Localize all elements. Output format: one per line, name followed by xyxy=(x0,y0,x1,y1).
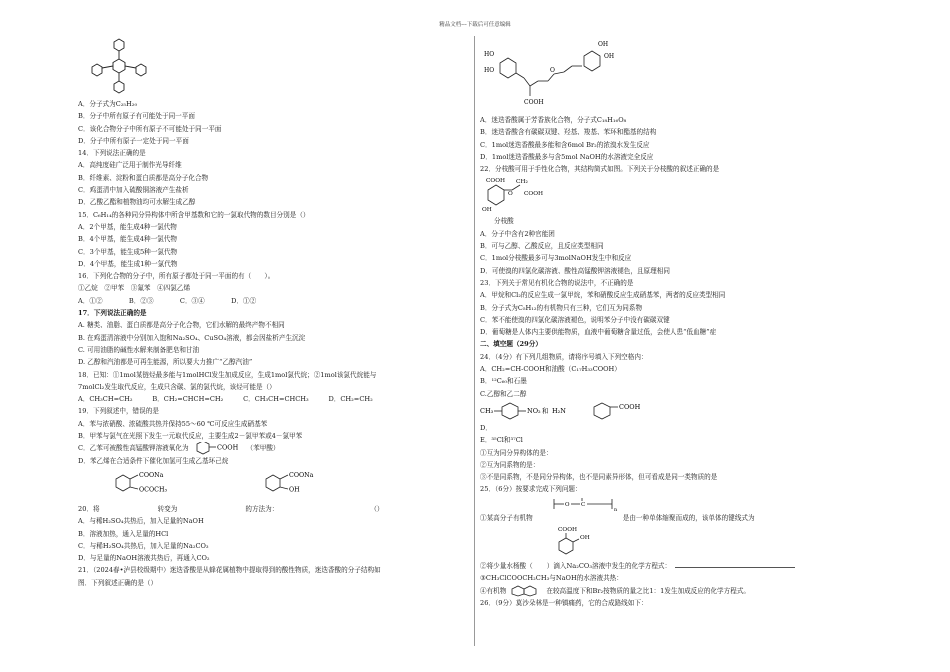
q25-salicylic xyxy=(480,524,875,560)
left-question-line: 18．已知：①1mol某链烃最多能与1molHCl发生加成反应，生成1mol氯代烷；②1mol该氯代烷能与 xyxy=(78,370,377,379)
left-question-line: 7molCl₂发生取代反应，生成只含碳、氯的氯代烷，该烃可能是（） xyxy=(78,382,276,391)
right-c-line: ①互为同分异构体的是： xyxy=(480,448,553,457)
aminobenzoic-acid-structure xyxy=(590,400,650,422)
shikimic-label-2: CH₂ xyxy=(516,179,528,186)
salicylic-label-2: OH xyxy=(580,535,590,542)
q25-1-part-2: 是由一种单体缩聚而成的，该单体的键线式为 xyxy=(622,513,755,522)
q26: 26．（9分）莫沙朵林是一种镇痛药，它的合成路线如下： xyxy=(480,598,648,607)
salicylic-acid-structure xyxy=(554,524,604,560)
left-tail-line: D．与足量的NaOH溶液共热后，再通入CO₂ xyxy=(78,554,210,563)
right-b-line: A．甲烷和Cl₂的反应生成一氯甲烷，苯和硝酸反应生成硝基苯，两者的反应类型相同 xyxy=(480,291,726,300)
left-question-line: C．3个甲基，能生成5种一氯代物 xyxy=(78,247,178,256)
q20-structures xyxy=(78,467,470,503)
right-b-line: A．分子中含有2种官能团 xyxy=(480,229,555,238)
q25-2-line xyxy=(480,560,875,572)
q20-group-4: OH xyxy=(289,486,300,494)
left-column xyxy=(78,36,470,589)
nitrotoluene-structure xyxy=(480,400,590,422)
shikimic-caption: 分枝酸 xyxy=(494,217,514,226)
benzoic-acid-structure xyxy=(193,442,243,454)
q20-part-3: 的方法为： xyxy=(245,504,279,513)
right-b-line: D．可使溴的四氯化碳溶液、酸性高锰酸钾溶液褪色，且原理相同 xyxy=(480,266,670,275)
right-a-line: C．1mol迷迭香酸最多能和含6mol Br₂的浓溴水发生反应 xyxy=(480,140,650,149)
left-question-line: B．甲苯与氯气在光照下发生一元取代反应，主要生成2－氯甲苯或4－氯甲苯 xyxy=(78,432,303,441)
q25-2-part-2: ）滴入Na₂CO₃溶液中发生的化学方程式： xyxy=(546,562,672,571)
aspirin-sodium-structure xyxy=(108,467,198,503)
left-question-line: D. 乙醇和汽油都是可再生能源，所以要大力推广“乙醇汽油” xyxy=(78,358,253,367)
right-b-line: C．1mol分枝酸最多可与3molNaOH发生中和反应 xyxy=(480,254,632,263)
left-question-line: B．4个甲基，能生成4种一氯代物 xyxy=(78,235,177,244)
d24-and-label: 和 xyxy=(542,406,549,415)
q20-part-1: 20．将 xyxy=(78,504,100,513)
left-question-line: 15．C₆H₁₄的各种同分异构体中所含甲基数和它的一氯取代物的数目分别是（） xyxy=(78,210,310,219)
left-question-line: D．分子中所有原子一定处于同一平面 xyxy=(78,136,189,145)
rosmarinic-label-1: HO xyxy=(484,51,495,58)
q25-1-line xyxy=(480,512,875,524)
right-b-line: A．CH₂=CH-COOH和油酸（C₁₇H₃₃COOH） xyxy=(480,365,621,374)
right-c-line: 25．（6分）按要求完成下列问题： xyxy=(480,485,582,494)
q20-part-2: 转变为 xyxy=(157,504,178,513)
right-c-line: E．³⁵Cl和³⁷Cl xyxy=(480,436,523,445)
q19c-text: C．乙苯可被酸性高锰酸钾溶液氧化为 xyxy=(78,444,189,453)
polymer-label-1: O xyxy=(565,501,570,508)
left-question-line: A．高纯度硅广泛用于制作光导纤维 xyxy=(78,161,182,170)
rosmarinic-label-3: OH xyxy=(598,41,609,48)
shikimic-label-5: OH xyxy=(482,207,492,214)
left-question-line: 14．下列说法正确的是 xyxy=(78,149,146,158)
rosmarinic-label-4: OH xyxy=(604,53,615,60)
q25-3: ③CH₃ClCOOCH₂CH₃与NaOH的水溶液共热： xyxy=(480,574,623,583)
left-question-line: B. 在鸡蛋清溶液中分别加入饱和Na₂SO₄、CuSO₄溶液，都会因盐析产生沉淀 xyxy=(78,333,306,342)
right-b-line: C．苯不能使溴的四氯化碳溶液褪色，说明苯分子中没有碳碳双键 xyxy=(480,315,670,324)
left-question-line: 16．下列化合物的分子中，所有原子都处于同一平面的有（ ）。 xyxy=(78,272,275,281)
left-tail-line: B．溶液加热，通入足量的HCl xyxy=(78,529,169,538)
right-b-line: 二、填空题（29分） xyxy=(480,340,542,349)
q25-4-part-1: ④有机物 xyxy=(480,586,507,595)
right-question-lines-a xyxy=(480,114,875,175)
right-b-line: B．¹²C₆₀和石墨 xyxy=(480,377,527,386)
q20-line xyxy=(78,503,470,515)
sodium-salicylate-structure xyxy=(258,467,338,503)
left-question-line: ①乙烷 ②甲苯 ③氟苯 ④四氯乙烯 xyxy=(78,284,191,293)
chorismic-acid-structure xyxy=(480,175,570,215)
left-question-line: C．该化合物分子中所有原子不可能处于同一平面 xyxy=(78,124,222,133)
right-a-line: B．迷迭香酸含有碳碳双键、羟基、羧基、苯环和酯基的结构 xyxy=(480,128,657,137)
left-question-line: 19．下列叙述中，错误的是 xyxy=(78,407,159,416)
left-question-line: B．纤维素、淀粉和蛋白质都是高分子化合物 xyxy=(78,173,209,182)
q24-d-label: D． xyxy=(480,423,492,432)
benzoic-cooh-label: COOH xyxy=(216,443,238,452)
rosmarinic-label-2: HO xyxy=(484,67,495,74)
d24-amine-label: H₂N xyxy=(552,406,566,415)
rosmarinic-label-6: O xyxy=(550,67,555,74)
d24-cooh-label: COOH xyxy=(619,402,641,411)
q25-4-part-2: 在较高温度下和Br₂按物质的量之比1：1发生加成反应的化学方程式。 xyxy=(546,586,751,595)
right-b-line: 23．下列关于常见有机化合物的说法中，不正确的是 xyxy=(480,278,634,287)
salicylic-label-1: COOH xyxy=(558,527,577,534)
column-divider xyxy=(474,36,475,646)
q25-4-line xyxy=(480,585,875,597)
right-question-lines-b xyxy=(480,228,875,400)
left-question-line: A．苯与浓硝酸、浓硫酸共热并保持55～60 ℃可反应生成硝基苯 xyxy=(78,419,268,428)
left-tail-lines xyxy=(78,515,470,589)
page-header: 精品文档---下载后可任意编辑 xyxy=(439,22,511,28)
left-question-line: C．鸡蛋清中加入硫酸铜溶液产生盐析 xyxy=(78,186,189,195)
shikimic-label-3: O xyxy=(508,191,513,198)
left-question-line: A．CH₃CH=CH₂ B．CH₂=CHCH=CH₂ C．CH₃CH=CHCH₃ D．CH₂=CH₂ xyxy=(78,395,373,404)
left-tail-line: A．与稀H₂SO₄共热后，加入足量的NaOH xyxy=(78,517,204,526)
q19c-suffix: （苯甲酸） xyxy=(246,444,280,453)
right-a-line: A．迷迭香酸属于芳香族化合物，分子式C₁₈H₁₆O₈ xyxy=(480,116,627,124)
right-b-line: 24．（4分）有下列几组物质，请将序号填入下列空格内： xyxy=(480,352,648,361)
left-question-line: A．2个甲基，能生成4种一氯代物 xyxy=(78,222,177,231)
left-question-line: A. 糖类、油脂、蛋白质都是高分子化合物，它们水解的最终产物不相同 xyxy=(78,321,285,330)
q25-polymer xyxy=(480,496,875,512)
q19c-line xyxy=(78,442,470,454)
polyester-structure xyxy=(550,496,640,512)
right-c-line: ②互为同系物的是： xyxy=(480,460,540,469)
right-c-line: ③不是同系物，不是同分异构体，也不是同素异形体，但可看成是同一类物质的是 xyxy=(480,473,718,482)
left-question-line: A．①② B．②③ C．③④ D．①② xyxy=(78,296,257,305)
shikimic-label-4: COOH xyxy=(524,191,543,198)
polymer-label-n: n xyxy=(614,506,618,512)
shikimic-block xyxy=(480,175,875,215)
right-b-line: D．葡萄糖是人体内主要供能物质，血液中葡萄糖含量过低，会使人患“低血糖”症 xyxy=(480,328,717,337)
left-question-line: D．乙酸乙酯和植物油均可水解生成乙醇 xyxy=(78,198,196,207)
shikimic-label-1: COOH xyxy=(486,178,505,185)
left-question-line: A．分子式为C₂₅H₂₀ xyxy=(78,100,138,108)
left-question-line: C. 可用油脂的碱性水解来制备肥皂和甘油 xyxy=(78,345,200,354)
right-column xyxy=(480,36,875,609)
right-b-line: B．分子式为C₅H₁₂的有机物只有三种，它们互为同系物 xyxy=(480,303,643,312)
q20-group-1: COONa xyxy=(139,471,164,479)
q20-part-4: （） xyxy=(370,504,384,513)
left-question-line: B．分子中所有原子有可能处于同一平面 xyxy=(78,112,195,121)
rosmarinic-label-5: COOH xyxy=(524,99,544,106)
d24-no2-label: NO₂ xyxy=(527,406,541,415)
left-question-line: 17．下列说法正确的是 xyxy=(78,309,147,318)
left-tail-line: 21．（2024春•泸县校级期中）迷迭香酸是从蜂花属植物中提取得到的酸性物质，迷迭香酸的分子结构如 xyxy=(78,566,381,575)
rosmarinic-acid-structure xyxy=(480,36,640,114)
right-a-line: D．1mol迷迭香酸最多与含5mol NaOH的水溶液完全反应 xyxy=(480,152,654,161)
left-question-line: D．4个甲基，能生成1种一氯代物 xyxy=(78,259,178,268)
polymer-label-2: C xyxy=(581,501,586,508)
left-question-lines xyxy=(78,98,470,442)
right-a-line: 22．分枝酸可用于手性化合物，其结构简式如图。下列关于分枝酸的叙述正确的是 xyxy=(480,165,720,174)
q25-2-part-1: ②将少量水杨酸（ xyxy=(480,562,533,571)
right-b-line: B．可与乙醇、乙酸反应，且反应类型相同 xyxy=(480,242,604,251)
q20-group-3: COONa xyxy=(289,471,314,479)
tetraphenylmethane-structure xyxy=(84,36,154,98)
right-question-lines-c xyxy=(480,434,875,495)
right-b-line: C.乙醇和乙二醇 xyxy=(480,389,527,398)
q24-d-structures xyxy=(480,400,875,422)
left-tail-line: 图．下列叙述正确的是（） xyxy=(78,578,158,587)
d24-ch3-label: CH₃ xyxy=(480,406,494,415)
q25-1-part-1: ①某高分子有机物 xyxy=(480,513,533,522)
left-tail-line: C．与稀H₂SO₄共热后，加入足量的Na₂CO₃ xyxy=(78,541,209,550)
dicyclopentadiene-structure xyxy=(510,585,542,597)
answer-blank[interactable] xyxy=(675,560,795,568)
q20-group-2: OCOCH₃ xyxy=(139,486,167,494)
q19d: D．苯乙烯在合适条件下催化加氢可生成乙基环己烷 xyxy=(78,456,229,465)
